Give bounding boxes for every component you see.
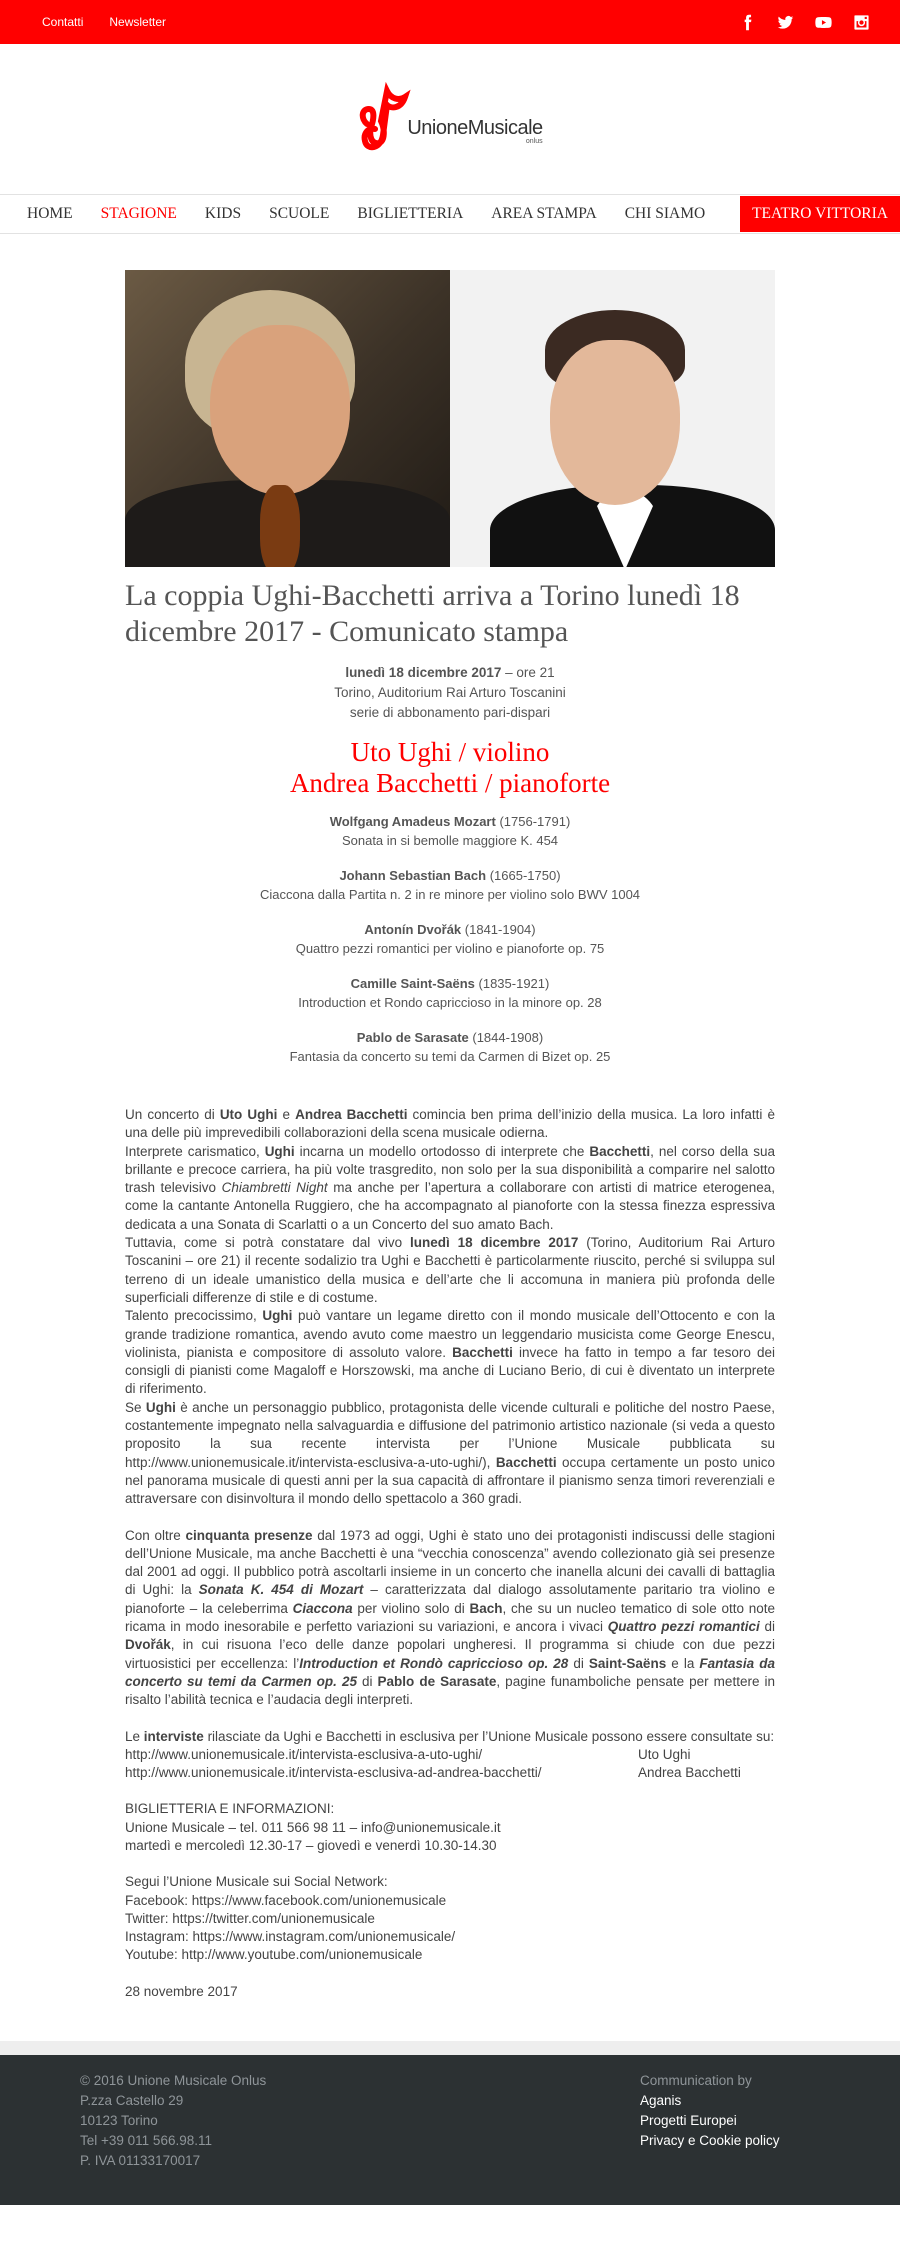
footer-street: P.zza Castello 29: [80, 2093, 184, 2109]
paragraph: Un concerto di Uto Ughi e Andrea Bacchetti comincia ben prima dell’inizio della musica. La loro infatti è una delle più imprevedibili collaborazioni della scena musicale odierna.: [125, 1107, 775, 1141]
logo-name: UnioneMusicale: [407, 117, 543, 139]
nav-item-teatro-vittoria[interactable]: TEATRO VITTORIA: [740, 196, 900, 232]
event-venue: Torino, Auditorium Rai Arturo Toscanini: [334, 685, 566, 700]
main-nav: [0, 194, 900, 234]
twitter-icon[interactable]: [776, 13, 794, 31]
footer-separator: [0, 2041, 900, 2055]
social-facebook: Facebook: https://www.facebook.com/unionemusicale: [125, 1892, 447, 1908]
photo-uto-ughi: [125, 270, 450, 567]
top-links: [42, 15, 166, 29]
tickets-info: [125, 1800, 775, 1855]
footer: [0, 2055, 900, 2205]
footer-copyright: © 2016 Unione Musicale Onlus: [80, 2073, 267, 2089]
social-youtube: Youtube: http://www.youtube.com/unionemusicale: [125, 1947, 423, 1963]
composer: Camille Saint-Saëns: [350, 976, 475, 991]
nav-item-home[interactable]: HOME: [27, 205, 73, 222]
nav-item-biglietteria[interactable]: BIGLIETTERIA: [357, 205, 464, 222]
footer-link-aganis[interactable]: Aganis: [640, 2093, 682, 2109]
tickets-hours: martedì e mercoledì 12.30-17 – giovedì e venerdì 10.30-14.30: [125, 1837, 497, 1853]
paragraph: Le interviste rilasciate da Ughi e Bacchetti in esclusiva per l’Unione Musicale possono essere consultate su:: [125, 1728, 775, 1744]
contatti-link[interactable]: Contatti: [42, 15, 84, 29]
footer-vat: P. IVA 01133170017: [80, 2153, 201, 2169]
interview-row: [125, 1746, 775, 1764]
composer-years: (1844-1908): [468, 1030, 544, 1045]
interview-link[interactable]: http://www.unionemusicale.it/intervista-esclusiva-a-uto-ughi/: [125, 1746, 483, 1762]
interview-name: Uto Ughi: [638, 1746, 691, 1762]
footer-link-progetti-europei[interactable]: Progetti Europei: [640, 2113, 737, 2129]
paragraph: Talento precocissimo, Ughi può vantare un legame diretto con il mondo musicale dell’Ottocento e con la grande tradizione romantica, avendo avuto come maestro un leggendario musicista come George Enescu, violinista, pianista e compositore di assoluto valore. Bacchetti invece ha fatto in tempo a far tesoro dei consigli di pianisti come Magaloff e Horszowski, ma anche di Luciano Berio, di cui è diventato un interprete di riferimento.: [125, 1308, 775, 1397]
photo-andrea-bacchetti: [450, 270, 775, 567]
artist-1: Uto Ughi / violino: [350, 737, 550, 767]
composer-years: (1835-1921): [474, 976, 550, 991]
footer-credit-label: Communication by: [640, 2073, 752, 2089]
footer-phone: Tel +39 011 566.98.11: [80, 2133, 212, 2149]
program-item: [125, 866, 775, 904]
page-title: La coppia Ughi-Bacchetti arriva a Torino lunedì 18 dicembre 2017 - Comunicato stampa: [125, 579, 740, 648]
site-logo[interactable]: [357, 79, 542, 159]
paragraph: Interprete carismatico, Ughi incarna un modello ortodosso di interprete che Bacchetti, nel corso della sua brillante e precoce carriera, ha più volte trasgredito, non solo per la sua disponibilità a comparire nel salotto trash televisivo Chiambretti Night ma anche per l’apertura a collaborare con artisti di matrice eterogenea, come la cantante Antonella Ruggiero, che ha accompagnato al pianoforte con la stessa finezza espressiva dedicata a una Sonata di Scarlatti o a un Concerto del suo amato Bach.: [125, 1143, 775, 1232]
facebook-icon[interactable]: [738, 13, 756, 31]
logo-area: [0, 44, 900, 194]
footer-address: [80, 2071, 266, 2205]
paragraph: Tuttavia, come si potrà constatare dal vivo lunedì 18 dicembre 2017 (Torino, Auditorium Rai Arturo Toscanini – ore 21) il recente sodalizio tra Ughi e Bacchetti è particolarmente riuscito, perché si sviluppa sul terreno di un ideale umanistico della musica e dell’arte che li accomuna in maniera più profonda delle superficiali differenze di stile e di costume.: [125, 1235, 776, 1305]
nav-item-scuole[interactable]: SCUOLE: [269, 205, 330, 222]
artists: [125, 737, 775, 799]
nav-item-kids[interactable]: KIDS: [204, 205, 242, 222]
social-info: [125, 1873, 775, 1964]
composer-years: (1756-1791): [495, 814, 571, 829]
logo-onlus: onlus: [525, 138, 543, 145]
work: Fantasia da concerto su temi da Carmen di Bizet op. 25: [289, 1049, 611, 1064]
paragraph: Con oltre cinquanta presenze dal 1973 ad oggi, Ughi è stato uno dei protagonisti indiscussi delle stagioni dell’Unione Musicale, ma anche Bacchetti è una “vecchia conoscenza” avendo collezionato già sei presenze dal 2001 ad oggi. Il pubblico potrà ascoltarli insieme in un concerto che inanella alcuni dei cavalli di battaglia di Ughi: la Sonata K. 454 di Mozart – caratterizzata dal dialogo assolutamente paritario tra violino e pianoforte – la celeberrima Ciaccona per violino solo di Bach, che su un nucleo tematico di sole otto note ricama in modo inesorabile e perfetto variazioni su variazioni, e ancora i vivaci Quattro pezzi romantici di Dvořák, in cui risuona l’eco delle danze popolari ungheresi. Il programma si chiude con due pezzi virtuosistici per eccellenza: l’Introduction et Rondò capriccioso op. 28 di Saint-Saëns e la Fantasia da concerto su temi da Carmen op. 25 di Pablo de Sarasate, pagine funamboliche pensate per mettere in risalto l’abilità tecnica e l’audacia degli interpreti.: [125, 1527, 776, 1708]
publish-date: 28 novembre 2017: [125, 1983, 238, 1999]
interview-link[interactable]: http://www.unionemusicale.it/intervista-esclusiva-ad-andrea-bacchetti/: [125, 1765, 542, 1781]
paragraph: Se Ughi è anche un personaggio pubblico, protagonista delle vicende culturali e politiche del nostro Paese, costantemente impegnato nella salvaguardia e diffusione del patrimonio artistico nazionale (si veda a questo proposito la sua recente intervista per l’Unione Musicale pubblicata su http://www.unionemusicale.it/intervista-esclusiva-a-uto-ughi/), Bacchetti occupa certamente un posto unico nel panorama musicale di questi anni per la sua capacità di affrontare il pianismo senza timori reverenziali e attraversare con disinvoltura il mondo dello spettacolo a 360 gradi.: [125, 1399, 775, 1507]
article-body: [125, 1106, 775, 2001]
event-series: serie di abbonamento pari-dispari: [349, 705, 551, 720]
work: Sonata in si bemolle maggiore K. 454: [341, 833, 559, 848]
program-item: [125, 920, 775, 958]
social-links: [738, 13, 870, 31]
newsletter-link[interactable]: Newsletter: [109, 15, 167, 29]
tickets-heading: BIGLIETTERIA E INFORMAZIONI:: [125, 1801, 335, 1817]
social-instagram: Instagram: https://www.instagram.com/unionemusicale/: [125, 1929, 456, 1945]
footer-link-privacy[interactable]: Privacy e Cookie policy: [640, 2133, 780, 2149]
interview-name: Andrea Bacchetti: [638, 1765, 741, 1781]
top-bar: [0, 0, 900, 44]
social-heading: Segui l’Unione Musicale sui Social Network:: [125, 1874, 388, 1890]
composer-years: (1841-1904): [461, 922, 536, 937]
footer-city: 10123 Torino: [80, 2113, 158, 2129]
hero-image: [125, 270, 775, 567]
work: Introduction et Rondo capriccioso in la minore op. 28: [298, 995, 602, 1010]
artist-2: Andrea Bacchetti / pianoforte: [289, 768, 611, 798]
composer: Antonín Dvořák: [364, 922, 462, 937]
event-time: – ore 21: [501, 665, 555, 680]
composer-years: (1665-1750): [486, 868, 561, 883]
social-twitter: Twitter: https://twitter.com/unionemusicale: [125, 1910, 375, 1926]
article: [125, 234, 775, 2041]
work: Quattro pezzi romantici per violino e pianoforte op. 75: [295, 941, 605, 956]
program-item: [125, 974, 775, 1012]
event-date: lunedì 18 dicembre 2017: [345, 665, 502, 680]
nav-item-chi-siamo[interactable]: CHI SIAMO: [624, 205, 706, 222]
program: [125, 812, 775, 1066]
youtube-icon[interactable]: [814, 13, 832, 31]
composer: Wolfgang Amadeus Mozart: [329, 814, 496, 829]
program-item: [125, 1028, 775, 1066]
nav-item-area-stampa[interactable]: AREA STAMPA: [491, 205, 597, 222]
composer: Johann Sebastian Bach: [339, 868, 487, 883]
instagram-icon[interactable]: [852, 13, 870, 31]
composer: Pablo de Sarasate: [356, 1030, 469, 1045]
interview-row: [125, 1764, 775, 1782]
program-item: [125, 812, 775, 850]
event-info: [125, 663, 775, 723]
nav-item-stagione[interactable]: STAGIONE: [100, 205, 177, 222]
tickets-contact: Unione Musicale – tel. 011 566 98 11 – info@unionemusicale.it: [125, 1819, 501, 1835]
work: Ciaccona dalla Partita n. 2 in re minore per violino solo BWV 1004: [259, 887, 641, 902]
footer-links: [640, 2071, 800, 2205]
